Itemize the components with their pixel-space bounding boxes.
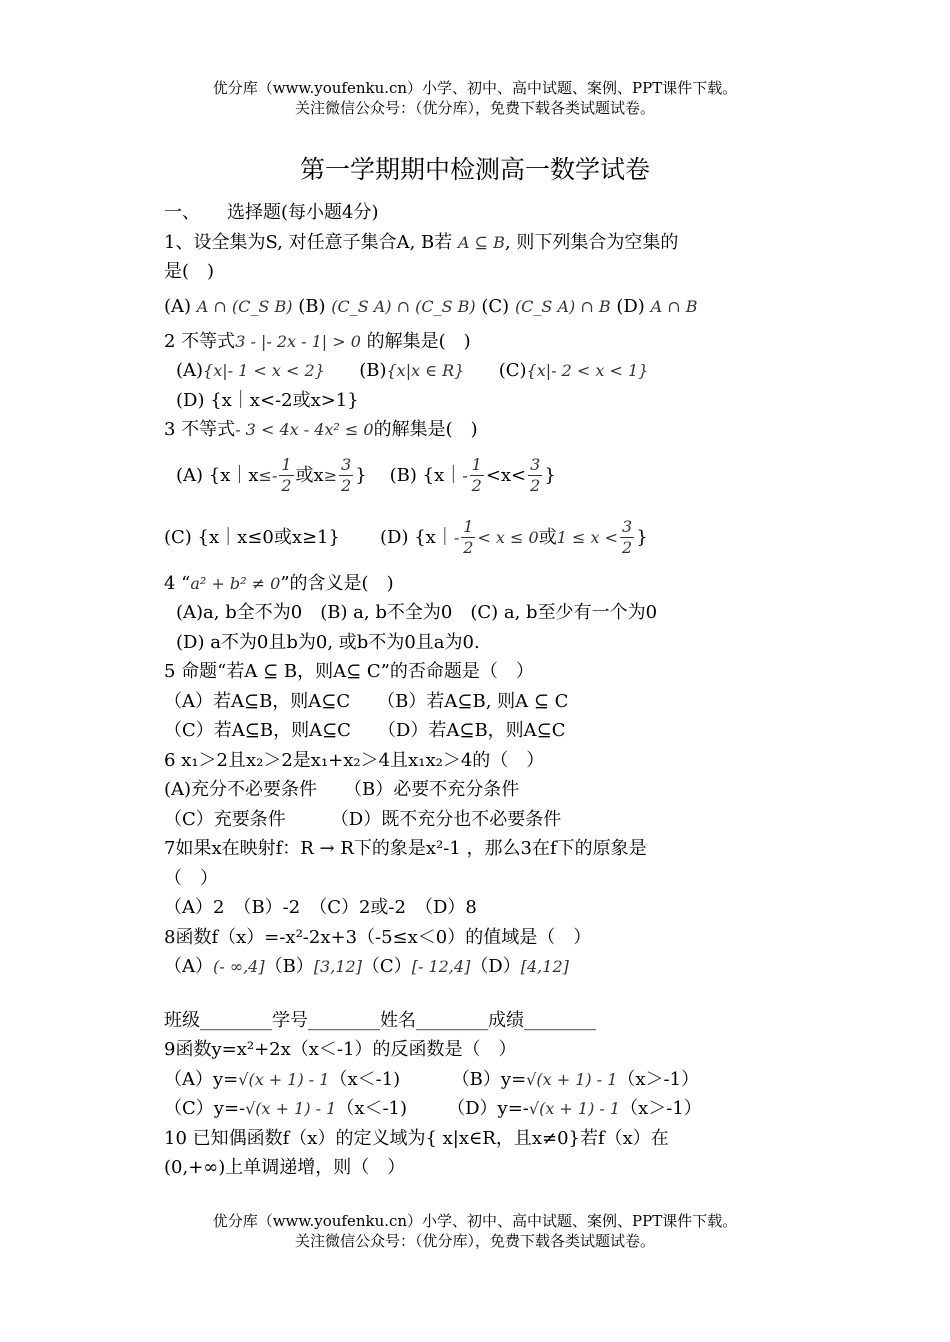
q8-option-d-interval: [4,12] (520, 957, 569, 976)
q3-fraction-half (470, 455, 484, 496)
site-footer-line-2: 关注微信公众号：（优分库），免费下载各类试题试卷。 (294, 1232, 655, 1250)
q3-brace-close: } (544, 464, 556, 486)
q8-option-c-interval: [- 12,4] (411, 957, 471, 976)
frac-den: 2 (341, 476, 352, 495)
frac-num: 1 (463, 517, 474, 536)
q5-options-cd: （C）若A⊆B，则A⊆C （D）若A⊆B，则A⊆C (164, 720, 566, 741)
q1-option-b-expr: (C_S A) ∩ (C_S B) (331, 296, 476, 316)
q8-option-b-interval: [3,12] (313, 957, 362, 976)
q8-option-a-label: （A） (164, 956, 213, 977)
q1-option-d-expr: A ∩ B (650, 296, 698, 316)
q9-option-d-expr: √(x + 1) - 1 (528, 1099, 621, 1118)
q3-stem-part2: 的解集是( ) (373, 419, 478, 440)
q2-option-a-label: (A) (176, 360, 204, 381)
q4-stem-part1: 4 “ (164, 572, 191, 594)
q9-option-b-condition: （x＞-1） (617, 1068, 700, 1090)
q1-stem-line (164, 228, 794, 258)
q9-option-b-label: （B）y= (451, 1068, 527, 1090)
q3-options-cd (164, 507, 794, 569)
q6-options-ab: (A)充分不必要条件 （B）必要不充分条件 (164, 779, 520, 800)
exam-title: 第一学期期中检测高一数学试卷 (299, 155, 650, 184)
q1-option-b-label: (B) (298, 295, 326, 317)
q2-option-b-label: (B) (359, 360, 387, 381)
q7-stem-line-2: （ ） (164, 867, 218, 889)
q3-ge-sign: ≥ (323, 465, 338, 485)
q9-options-ab (164, 1065, 794, 1095)
q4-expression: a² + b² ≠ 0 (190, 573, 281, 593)
q3-minus: - (462, 465, 468, 485)
q3-or: 或 (538, 526, 557, 548)
q2-options-abc (164, 356, 794, 386)
q9-option-c-label: （C）y=- (164, 1098, 246, 1119)
q1-condition: A ⊆ B (458, 232, 505, 252)
frac-den: 2 (471, 476, 482, 495)
q3-stem-part1: 3 不等式 (164, 419, 236, 440)
q1-stem-part2: , 则下列集合为空集的 (504, 231, 679, 253)
q1-option-a-label: (A) (164, 295, 192, 317)
q3-le-sign: ≤- (258, 465, 278, 485)
q3-option-a-label: (A) {x｜x (176, 464, 259, 486)
q2-stem-part1: 2 不等式 (164, 330, 236, 352)
q7-options: （A）2 （B）-2 （C）2或-2 （D）8 (164, 897, 477, 918)
q1-option-c-label: (C) (481, 295, 510, 317)
q6-options-cd: （C）充要条件 （D）既不充分也不必要条件 (164, 808, 562, 830)
q2-option-c-label: (C) (498, 360, 527, 381)
site-footer-line-1: 优分库（www.youfenku.cn）小学、初中、高中试题、案例、PPT课件下载。 (212, 1212, 738, 1230)
q9-option-d-condition: （x＞-1） (620, 1098, 702, 1119)
q9-option-a-condition: （x＜-1) (329, 1068, 401, 1090)
q1-option-d-label: (D) (616, 295, 645, 317)
frac-num: 1 (471, 455, 482, 474)
q3-minus: - (453, 527, 460, 547)
q3-option-d-label: (D) {x｜ (380, 526, 454, 548)
q3-range-2: 1 ≤ x < (556, 527, 618, 547)
q1-stem-line-2: 是( ) (164, 261, 215, 282)
q9-option-a-label: （A）y= (164, 1068, 239, 1090)
q8-option-b-label: （B） (264, 956, 314, 977)
q4-option-d: (D) a不为0且b为0, 或b不为0且a为0. (176, 631, 480, 653)
q1-stem-part1: 1、设全集为S, 对任意子集合A, B若 (164, 231, 453, 253)
q3-option-b-label: (B) {x｜ (389, 464, 463, 486)
q2-option-b-set: {x|x ∈ R} (386, 361, 465, 380)
q10-stem-line-1: 10 已知偶函数f（x）的定义域为{ x|x∈R，且x≠0}若f（x）在 (164, 1127, 669, 1149)
spacer (164, 982, 794, 1006)
q8-option-c-label: （C） (361, 956, 412, 977)
q9-stem: 9函数y=x²+2x（x＜-1）的反函数是（ ） (164, 1039, 517, 1060)
q3-option-c: (C) {x｜x≤0或x≥1} (164, 526, 340, 548)
q7-stem-line-1: 7如果x在映射f：R → R下的象是x²-1 ，那么3在f下的原象是 (164, 838, 647, 859)
q2-stem-line (164, 327, 794, 357)
q2-option-c-set: {x|- 2 < x < 1} (526, 361, 649, 380)
site-header-line-2: 关注微信公众号：（优分库），免费下载各类试题试卷。 (294, 99, 655, 117)
q4-options-abc: (A)a, b全不为0 (B) a, b不全为0 (C) a, b至少有一个为0 (176, 602, 658, 623)
frac-den: 2 (463, 538, 474, 557)
q10-stem-line-2: (0,+∞)上单调递增，则（ ） (164, 1157, 406, 1178)
exam-body (164, 198, 794, 1183)
q4-stem-line (164, 569, 794, 599)
q3-fraction-three-halves (620, 517, 634, 558)
q8-options (164, 952, 794, 982)
q3-range-mid: <x< (485, 464, 527, 486)
q3-options-ab (164, 445, 794, 507)
q3-brace-close: } (636, 526, 648, 548)
frac-den: 2 (622, 538, 633, 557)
q3-stem-line (164, 415, 794, 445)
q3-brace-close: } (355, 464, 367, 486)
q5-stem: 5 命题“若A ⊆ B，则A⊆ C”的否命题是（ ） (164, 661, 534, 682)
q8-stem: 8函数f（x）=-x²-2x+3（-5≤x＜0）的值域是（ ） (164, 926, 592, 948)
q9-options-cd (164, 1094, 794, 1124)
q3-fraction-three-halves (528, 455, 542, 496)
q8-option-d-label: （D） (470, 956, 521, 977)
site-header-line-1: 优分库（www.youfenku.cn）小学、初中、高中试题、案例、PPT课件下载。 (212, 79, 738, 97)
frac-num: 3 (622, 517, 633, 536)
section-heading: 一、 选择题(每小题4分) (164, 202, 379, 223)
q3-inequality: - 3 < 4x - 4x² ≤ 0 (235, 420, 374, 439)
frac-num: 3 (341, 455, 352, 474)
q9-option-b-expr: √(x + 1) - 1 (526, 1069, 618, 1089)
q1-option-c-expr: (C_S A) ∩ B (514, 296, 611, 316)
q6-stem: 6 x₁＞2且x₂＞2是x₁+x₂＞4且x₁x₂＞4的（ ） (164, 749, 545, 771)
q9-option-d-label: （D）y=- (447, 1098, 529, 1119)
q1-option-a-expr: A ∩ (C_S B) (196, 296, 293, 316)
q1-options (164, 287, 794, 327)
q3-range-1: < x ≤ 0 (477, 527, 539, 547)
q4-stem-part2: ”的含义是( ) (280, 572, 394, 594)
q3-fraction-half (461, 517, 475, 558)
q9-option-c-condition: （x＜-1) (336, 1098, 408, 1119)
frac-num: 3 (530, 455, 541, 474)
q2-stem-part2: 的解集是( ) (360, 330, 471, 352)
frac-den: 2 (281, 476, 292, 495)
frac-num: 1 (281, 455, 292, 474)
q3-fraction-half (279, 455, 293, 496)
student-info-line: 班级________学号________姓名________成绩________ (164, 1009, 596, 1031)
q3-fraction-three-halves (339, 455, 353, 496)
q9-option-c-expr: √(x + 1) - 1 (245, 1099, 337, 1118)
q8-option-a-interval: (- ∞,4] (213, 957, 265, 976)
q9-option-a-expr: √(x + 1) - 1 (238, 1069, 330, 1089)
q2-option-d: (D) {x｜x<-2或x>1} (176, 389, 359, 411)
q5-options-ab: （A）若A⊆B，则A⊆C （B）若A⊆B, 则A ⊆ C (164, 690, 569, 712)
q2-option-a-set: {x|- 1 < x < 2} (203, 361, 325, 380)
frac-den: 2 (530, 476, 541, 495)
q3-or: 或x (295, 464, 324, 486)
q2-inequality: 3 - |- 2x - 1| > 0 (235, 331, 361, 351)
